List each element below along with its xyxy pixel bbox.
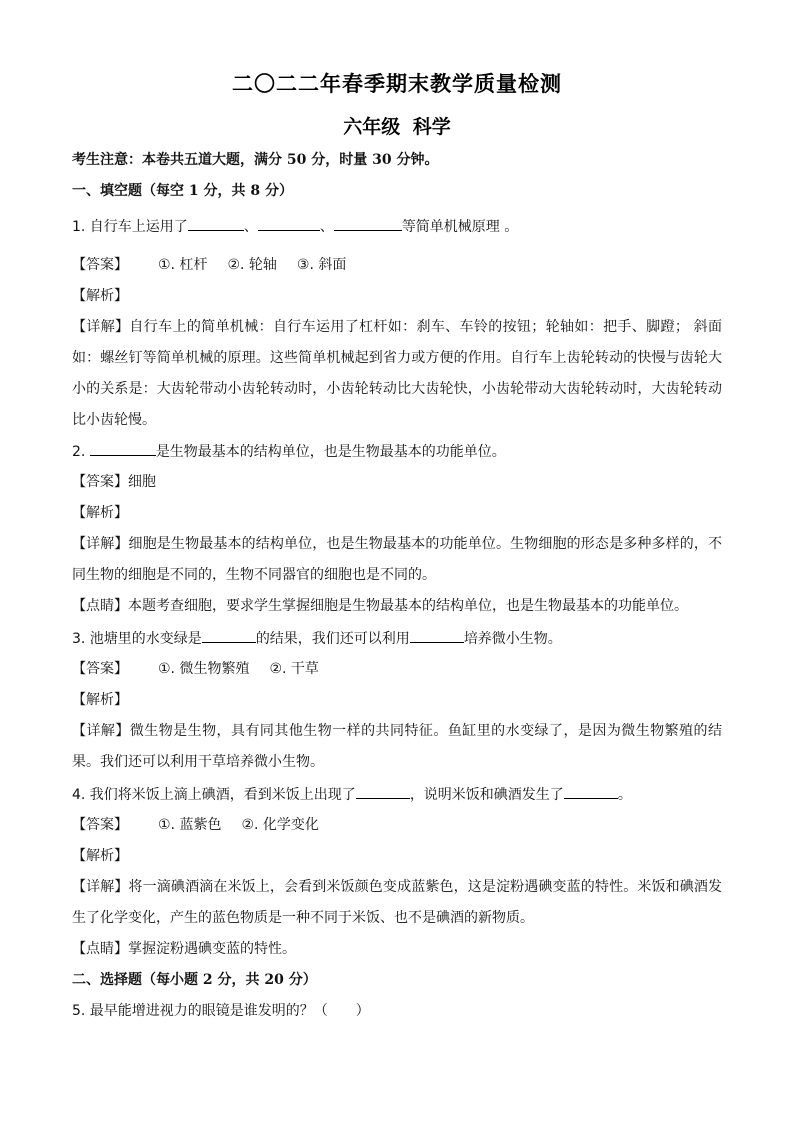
answer-4: 【答案】 ①. 蓝紫色 ②. 化学变化 <box>72 817 319 833</box>
comment-2: 【点睛】本题考查细胞，要求学生掌握细胞是生物最基本的结构单位，也是生物最基本的功能单位。 <box>72 598 688 614</box>
answer-2: 【答案】细胞 <box>72 474 156 490</box>
detail-1-line-1: 【详解】自行车上的简单机械：自行车运用了杠杆如：刹车、车铃的按钮；轮轴如：把手、脚蹬； 斜面 <box>72 319 722 335</box>
exam-notice: 考生注意：本卷共五道大题，满分 50 分，时量 30 分钟。 <box>72 152 439 168</box>
question-4: 4. 我们将米饭上滴上碘酒，看到米饭上出现了 ，说明米饭和碘酒发生了 。 <box>72 784 722 805</box>
answer-3: 【答案】 ①. 微生物繁殖 ②. 干草 <box>72 661 319 677</box>
question-5: 5. 最早能增进视力的眼镜是谁发明的？（ ） <box>72 1003 370 1019</box>
detail-4-line-2: 生了化学变化，产生的蓝色物质是一种不同于米饭、也不是碘酒的新物质。 <box>72 910 534 926</box>
detail-3-line-2: 果。我们还可以利用干草培养微小生物。 <box>72 754 324 770</box>
question-1: 1. 自行车上运用了 、 、 等简单机械原理 。 <box>72 216 722 237</box>
analysis-label-1: 【解析】 <box>72 288 128 304</box>
section-heading-choice: 二、选择题（每小题 2 分，共 20 分） <box>72 972 317 988</box>
section-heading-fill-blank: 一、填空题（每空 1 分，共 8 分） <box>72 183 293 199</box>
analysis-label-3: 【解析】 <box>72 692 128 708</box>
detail-2-line-2: 同生物的细胞是不同的，生物不同器官的细胞也是不同的。 <box>72 567 436 583</box>
detail-4-line-1: 【详解】将一滴碘酒滴在米饭上，会看到米饭颜色变成蓝紫色，这是淀粉遇碘变蓝的特性。米饭和碘酒发 <box>72 879 722 895</box>
detail-1-line-2: 如：螺丝钉等简单机械的原理。这些简单机械起到省力或方便的作用。自行车上齿轮转动的快慢与齿轮大 <box>72 350 722 366</box>
answer-1: 【答案】 ①. 杠杆 ②. 轮轴 ③. 斜面 <box>72 257 347 273</box>
analysis-label-4: 【解析】 <box>72 848 128 864</box>
comment-4: 【点睛】掌握淀粉遇碘变蓝的特性。 <box>72 941 296 957</box>
exam-title: 二〇二二年春季期末教学质量检测 <box>232 71 562 96</box>
detail-3-line-1: 【详解】微生物是生物，具有同其他生物一样的共同特征。鱼缸里的水变绿了，是因为微生物繁殖的结 <box>72 723 722 739</box>
detail-1-line-4: 比小齿轮慢。 <box>72 412 156 428</box>
detail-1-line-3: 小的关系是：大齿轮带动小齿轮转动时，小齿轮转动比大齿轮快，小齿轮带动大齿轮转动时，大齿轮转动 <box>72 381 722 397</box>
detail-2-line-1: 【详解】细胞是生物最基本的结构单位，也是生物最基本的功能单位。生物细胞的形态是多种多样的，不 <box>72 536 722 552</box>
question-3: 3. 池塘里的水变绿是 的结果，我们还可以利用 培养微小生物。 <box>72 628 722 649</box>
analysis-label-2: 【解析】 <box>72 505 128 521</box>
question-2: 2. 是生物最基本的结构单位，也是生物最基本的功能单位。 <box>72 441 722 462</box>
exam-subtitle: 六年级 科学 <box>343 116 451 138</box>
